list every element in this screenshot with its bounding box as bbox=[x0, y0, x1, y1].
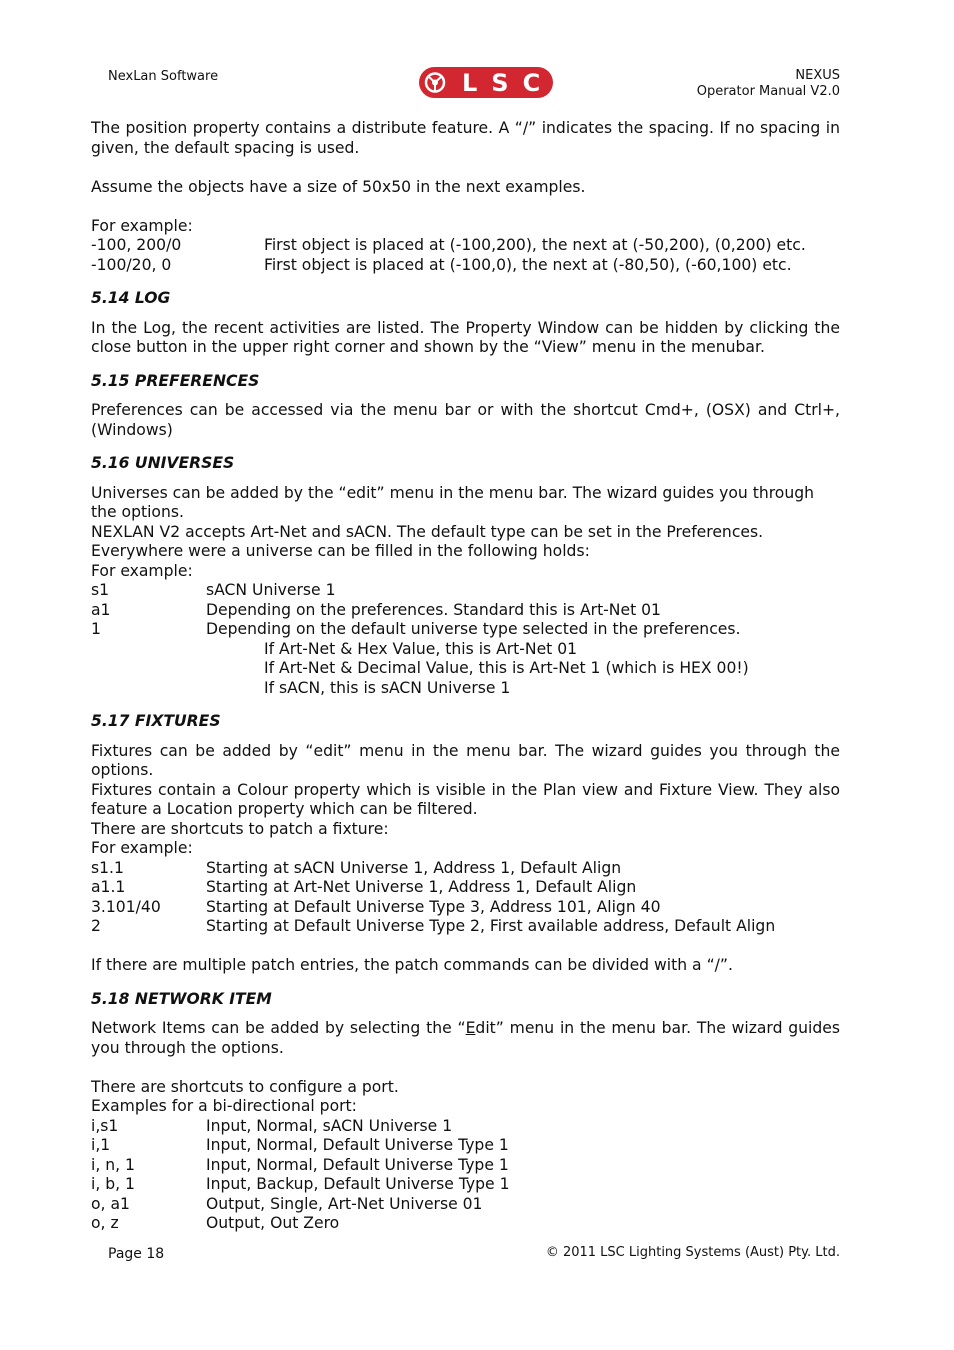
copyright: © 2011 LSC Lighting Systems (Aust) Pty. Ltd. bbox=[545, 1245, 840, 1260]
network-value: Output, Out Zero bbox=[206, 1214, 340, 1232]
fixture-value: Starting at sACN Universe 1, Address 1, Default Align bbox=[206, 858, 622, 877]
network-key: i,s1 bbox=[91, 1116, 119, 1135]
fixture-example-row bbox=[91, 898, 840, 918]
fixtures-paragraph-2: Fixtures contain a Colour property which is visible in the Plan view and Fixture View. They also feature a Location property which can be filtered. bbox=[91, 780, 840, 818]
universe-key: 1 bbox=[91, 620, 101, 638]
universe-subcase: If sACN, this is sACN Universe 1 bbox=[264, 678, 511, 697]
network-key: o, a1 bbox=[91, 1194, 130, 1213]
page-number: Page 18 bbox=[108, 1246, 165, 1262]
lsc-logo bbox=[418, 66, 554, 99]
fixtures-after-paragraph: If there are multiple patch entries, the patch commands can be divided with a “/”. bbox=[91, 956, 733, 974]
fixture-key: s1.1 bbox=[91, 858, 124, 877]
fixture-value: Starting at Default Universe Type 3, Address 101, Align 40 bbox=[206, 897, 661, 916]
network-example-row bbox=[91, 1195, 840, 1215]
intro-paragraph-1: The position property contains a distribute feature. A “/” indicates the spacing. If no spacing in given, the default spacing is used. bbox=[91, 119, 840, 157]
network-paragraph-2: There are shortcuts to configure a port. bbox=[91, 1077, 399, 1096]
universe-example-row bbox=[91, 620, 840, 640]
intro-example-row bbox=[91, 256, 840, 276]
universe-example-row bbox=[91, 601, 840, 621]
header-product: NEXUS bbox=[795, 68, 840, 83]
example-value: First object is placed at (-100,0), the next at (-80,50), (-60,100) etc. bbox=[264, 255, 792, 274]
heading-network-item: 5.18 NETWORK ITEM bbox=[91, 989, 272, 1008]
fixtures-paragraph-3: There are shortcuts to patch a fixture: bbox=[91, 819, 389, 838]
network-key: o, z bbox=[91, 1214, 119, 1232]
fixture-value: Starting at Default Universe Type 2, First available address, Default Align bbox=[206, 917, 776, 935]
fixture-example-row bbox=[91, 917, 840, 937]
example-key: -100/20, 0 bbox=[91, 255, 172, 274]
svg-text:LSC: LSC bbox=[462, 69, 554, 97]
intro-example-label: For example: bbox=[91, 216, 193, 235]
network-key: i, n, 1 bbox=[91, 1155, 135, 1174]
universe-value: Depending on the preferences. Standard this is Art-Net 01 bbox=[206, 600, 661, 619]
log-paragraph: In the Log, the recent activities are listed. The Property Window can be hidden by clicking the close button in the upper right corner and shown by the “View” menu in the menubar. bbox=[91, 318, 840, 356]
network-value: Input, Normal, Default Universe Type 1 bbox=[206, 1155, 509, 1174]
network-example-row bbox=[91, 1136, 840, 1156]
example-key: -100, 200/0 bbox=[91, 236, 182, 254]
network-value: Input, Backup, Default Universe Type 1 bbox=[206, 1175, 510, 1193]
network-key: i,1 bbox=[91, 1136, 111, 1154]
universe-value: Depending on the default universe type selected in the preferences. bbox=[206, 620, 741, 638]
network-paragraph-1 bbox=[91, 1019, 840, 1058]
fixture-example-row bbox=[91, 859, 840, 879]
universe-example-row bbox=[91, 581, 840, 601]
universes-line: NEXLAN V2 accepts Art-Net and sACN. The default type can be set in the Preferences. bbox=[91, 522, 764, 541]
network-value: Input, Normal, sACN Universe 1 bbox=[206, 1116, 453, 1135]
network-paragraph-3: Examples for a bi-directional port: bbox=[91, 1097, 357, 1115]
universes-line: Universes can be added by the “edit” menu in the menu bar. The wizard guides you through the options. bbox=[91, 483, 814, 521]
heading-log: 5.14 LOG bbox=[91, 289, 171, 307]
universe-value: sACN Universe 1 bbox=[206, 581, 336, 599]
heading-universes: 5.16 UNIVERSES bbox=[91, 454, 235, 472]
network-example-row bbox=[91, 1117, 840, 1137]
universe-subcase: If Art-Net & Hex Value, this is Art-Net 01 bbox=[264, 639, 578, 658]
fixtures-paragraph-4: For example: bbox=[91, 839, 193, 857]
fixtures-paragraph-1: Fixtures can be added by “edit” menu in the menu bar. The wizard guides you through the options. bbox=[91, 741, 840, 779]
intro-paragraph-2: Assume the objects have a size of 50x50 in the next examples. bbox=[91, 177, 586, 196]
header-manual-version: Operator Manual V2.0 bbox=[696, 84, 840, 99]
network-value: Output, Single, Art-Net Universe 01 bbox=[206, 1194, 483, 1213]
universes-line: Everywhere were a universe can be filled in the following holds: bbox=[91, 542, 590, 560]
example-value: First object is placed at (-100,200), the next at (-50,200), (0,200) etc. bbox=[264, 236, 806, 254]
network-text-before: Network Items can be added by selecting the “ bbox=[91, 1019, 466, 1037]
fixture-key: 3.101/40 bbox=[91, 897, 161, 916]
fixture-example-row bbox=[91, 878, 840, 898]
header-document-title bbox=[697, 68, 840, 100]
preferences-paragraph: Preferences can be accessed via the menu bar or with the shortcut Cmd+, (OSX) and Ctrl+, (Windows) bbox=[91, 401, 840, 439]
fixture-key: 2 bbox=[91, 917, 101, 935]
heading-preferences: 5.15 PREFERENCES bbox=[91, 371, 260, 390]
universes-line: For example: bbox=[91, 561, 193, 580]
network-example-row bbox=[91, 1156, 840, 1176]
network-example-row bbox=[91, 1175, 840, 1195]
page-content bbox=[91, 119, 840, 1234]
network-key: i, b, 1 bbox=[91, 1175, 135, 1193]
network-text-after: dit” menu in the menu bar. The wizard guides you through the options. bbox=[91, 1019, 840, 1057]
fixture-key: a1.1 bbox=[91, 878, 126, 896]
header-software-name: NexLan Software bbox=[108, 69, 219, 84]
fixture-value: Starting at Art-Net Universe 1, Address 1, Default Align bbox=[206, 878, 637, 896]
intro-example-row bbox=[91, 236, 840, 256]
network-underlined-letter: E bbox=[465, 1019, 476, 1037]
network-example-row bbox=[91, 1214, 840, 1234]
universe-key: a1 bbox=[91, 600, 111, 619]
universe-subcase: If Art-Net & Decimal Value, this is Art-Net 1 (which is HEX 00!) bbox=[264, 659, 749, 677]
network-value: Input, Normal, Default Universe Type 1 bbox=[206, 1136, 509, 1154]
heading-fixtures: 5.17 FIXTURES bbox=[91, 712, 221, 730]
universe-key: s1 bbox=[91, 581, 110, 599]
